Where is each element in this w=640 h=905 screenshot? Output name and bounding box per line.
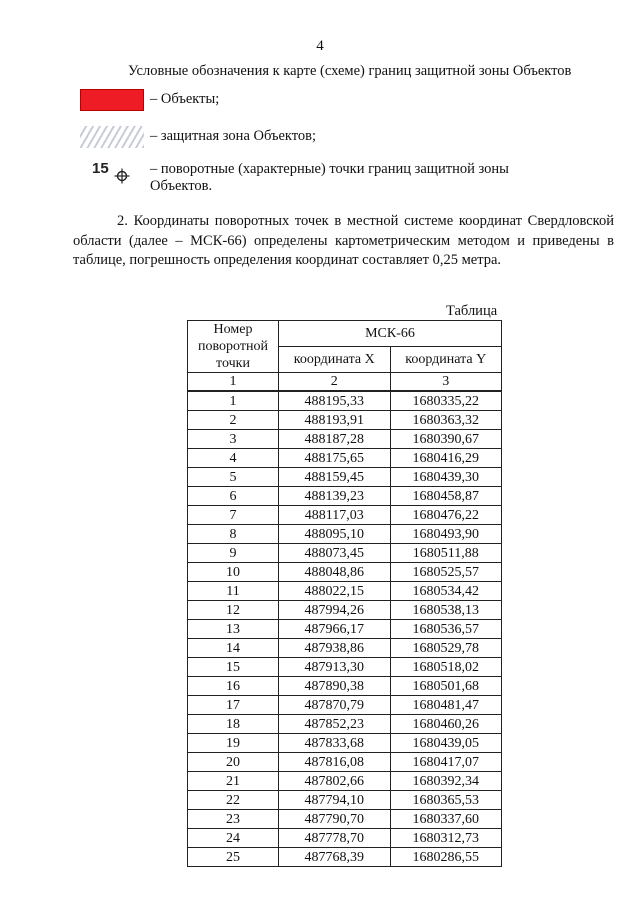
table-row [188, 563, 502, 582]
y-coordinate-cell: 1680286,55 [390, 848, 502, 867]
x-coordinate-cell: 487790,70 [279, 810, 391, 829]
table-row [188, 430, 502, 449]
y-coordinate-cell: 1680493,90 [390, 525, 502, 544]
y-coordinate-cell: 1680529,78 [390, 639, 502, 658]
point-number-cell: 18 [188, 715, 279, 734]
y-coordinate-cell: 1680534,42 [390, 582, 502, 601]
table-row [188, 544, 502, 563]
msk66-header: МСК-66 [279, 321, 502, 347]
table-row [188, 658, 502, 677]
turning-point-symbol [80, 160, 144, 194]
y-coordinate-cell: 1680501,68 [390, 677, 502, 696]
y-coordinate-header: координата Y [390, 347, 502, 373]
table-row [188, 829, 502, 848]
table-row [188, 848, 502, 867]
y-coordinate-cell: 1680536,57 [390, 620, 502, 639]
protective-zone-swatch [80, 126, 144, 148]
y-coordinate-cell: 1680335,22 [390, 391, 502, 411]
x-coordinate-cell: 487966,17 [279, 620, 391, 639]
table-row [188, 468, 502, 487]
x-coordinate-cell: 487768,39 [279, 848, 391, 867]
point-number-cell: 7 [188, 506, 279, 525]
point-number-cell: 14 [188, 639, 279, 658]
point-number-cell: 5 [188, 468, 279, 487]
point-number-cell: 15 [188, 658, 279, 677]
table-row [188, 753, 502, 772]
y-coordinate-cell: 1680511,88 [390, 544, 502, 563]
coordinates-paragraph: 2. Координаты поворотных точек в местной системе координат Свердловской области (далее – МСК-66) определены картометрическим методом и приведены в таблице, погрешность определения координат составляет 0,25 метра. [73, 213, 614, 268]
point-number-header: Номер поворотной точки [188, 321, 279, 373]
table-row [188, 506, 502, 525]
turning-point-number: 15 [92, 160, 109, 177]
legend-item-objects [80, 89, 219, 111]
x-coordinate-cell: 487852,23 [279, 715, 391, 734]
x-coordinate-cell: 488048,86 [279, 563, 391, 582]
table-caption: Таблица [446, 303, 498, 319]
x-coordinate-cell: 488095,10 [279, 525, 391, 544]
y-coordinate-cell: 1680392,34 [390, 772, 502, 791]
y-coordinate-cell: 1680390,67 [390, 430, 502, 449]
y-coordinate-cell: 1680312,73 [390, 829, 502, 848]
point-number-cell: 8 [188, 525, 279, 544]
table-row [188, 715, 502, 734]
point-number-cell: 4 [188, 449, 279, 468]
y-coordinate-cell: 1680365,53 [390, 791, 502, 810]
y-coordinate-cell: 1680476,22 [390, 506, 502, 525]
table-row [188, 772, 502, 791]
legend-objects-label: – Объекты; [150, 91, 220, 107]
x-coordinate-cell: 488195,33 [279, 391, 391, 411]
point-number-cell: 24 [188, 829, 279, 848]
y-coordinate-cell: 1680416,29 [390, 449, 502, 468]
table-row [188, 810, 502, 829]
point-number-cell: 11 [188, 582, 279, 601]
point-number-cell: 2 [188, 411, 279, 430]
table-row [188, 601, 502, 620]
x-coordinate-cell: 487913,30 [279, 658, 391, 677]
legend-item-protective-zone [80, 126, 316, 148]
y-coordinate-cell: 1680525,57 [390, 563, 502, 582]
point-number-cell: 25 [188, 848, 279, 867]
page-number: 4 [316, 38, 324, 54]
point-number-cell: 21 [188, 772, 279, 791]
column-number: 3 [390, 373, 502, 392]
x-coordinate-cell: 488159,45 [279, 468, 391, 487]
y-coordinate-cell: 1680538,13 [390, 601, 502, 620]
point-number-cell: 12 [188, 601, 279, 620]
x-coordinate-cell: 487938,86 [279, 639, 391, 658]
table-body [188, 391, 502, 867]
point-number-cell: 9 [188, 544, 279, 563]
y-coordinate-cell: 1680458,87 [390, 487, 502, 506]
table-row [188, 391, 502, 411]
y-coordinate-cell: 1680439,30 [390, 468, 502, 487]
x-coordinate-cell: 487890,38 [279, 677, 391, 696]
point-number-cell: 19 [188, 734, 279, 753]
point-number-cell: 20 [188, 753, 279, 772]
x-coordinate-cell: 488193,91 [279, 411, 391, 430]
x-coordinate-cell: 488187,28 [279, 430, 391, 449]
point-number-cell: 1 [188, 391, 279, 411]
x-coordinate-cell: 488073,45 [279, 544, 391, 563]
table-row [188, 734, 502, 753]
legend-zone-label: – защитная зона Объектов; [150, 128, 317, 144]
x-coordinate-header: координата X [279, 347, 391, 373]
x-coordinate-cell: 487833,68 [279, 734, 391, 753]
table-row [188, 639, 502, 658]
table-row [188, 582, 502, 601]
legend-item-turning-points [80, 160, 550, 195]
point-number-cell: 3 [188, 430, 279, 449]
point-number-cell: 16 [188, 677, 279, 696]
point-number-cell: 23 [188, 810, 279, 829]
column-number: 2 [279, 373, 391, 392]
x-coordinate-cell: 487816,08 [279, 753, 391, 772]
objects-swatch [80, 89, 144, 111]
legend-points-label: – поворотные (характерные) точки границ защитной зоны Объектов. [150, 161, 509, 194]
x-coordinate-cell: 487802,66 [279, 772, 391, 791]
point-number-cell: 17 [188, 696, 279, 715]
y-coordinate-cell: 1680337,60 [390, 810, 502, 829]
y-coordinate-cell: 1680363,32 [390, 411, 502, 430]
y-coordinate-cell: 1680439,05 [390, 734, 502, 753]
x-coordinate-cell: 488117,03 [279, 506, 391, 525]
table-row [188, 525, 502, 544]
table-row [188, 487, 502, 506]
coordinates-table [187, 320, 502, 867]
table-row [188, 620, 502, 639]
table-row [188, 791, 502, 810]
x-coordinate-cell: 487994,26 [279, 601, 391, 620]
y-coordinate-cell: 1680518,02 [390, 658, 502, 677]
table-row [188, 677, 502, 696]
x-coordinate-cell: 488139,23 [279, 487, 391, 506]
crosshair-icon [114, 168, 130, 184]
x-coordinate-cell: 487778,70 [279, 829, 391, 848]
x-coordinate-cell: 488022,15 [279, 582, 391, 601]
point-number-cell: 22 [188, 791, 279, 810]
legend-title: Условные обозначения к карте (схеме) границ защитной зоны Объектов [128, 63, 572, 79]
x-coordinate-cell: 488175,65 [279, 449, 391, 468]
table-row [188, 449, 502, 468]
y-coordinate-cell: 1680481,47 [390, 696, 502, 715]
y-coordinate-cell: 1680460,26 [390, 715, 502, 734]
x-coordinate-cell: 487794,10 [279, 791, 391, 810]
point-number-cell: 6 [188, 487, 279, 506]
table-row [188, 696, 502, 715]
point-number-cell: 13 [188, 620, 279, 639]
column-number: 1 [188, 373, 279, 392]
point-number-cell: 10 [188, 563, 279, 582]
x-coordinate-cell: 487870,79 [279, 696, 391, 715]
y-coordinate-cell: 1680417,07 [390, 753, 502, 772]
table-row [188, 411, 502, 430]
